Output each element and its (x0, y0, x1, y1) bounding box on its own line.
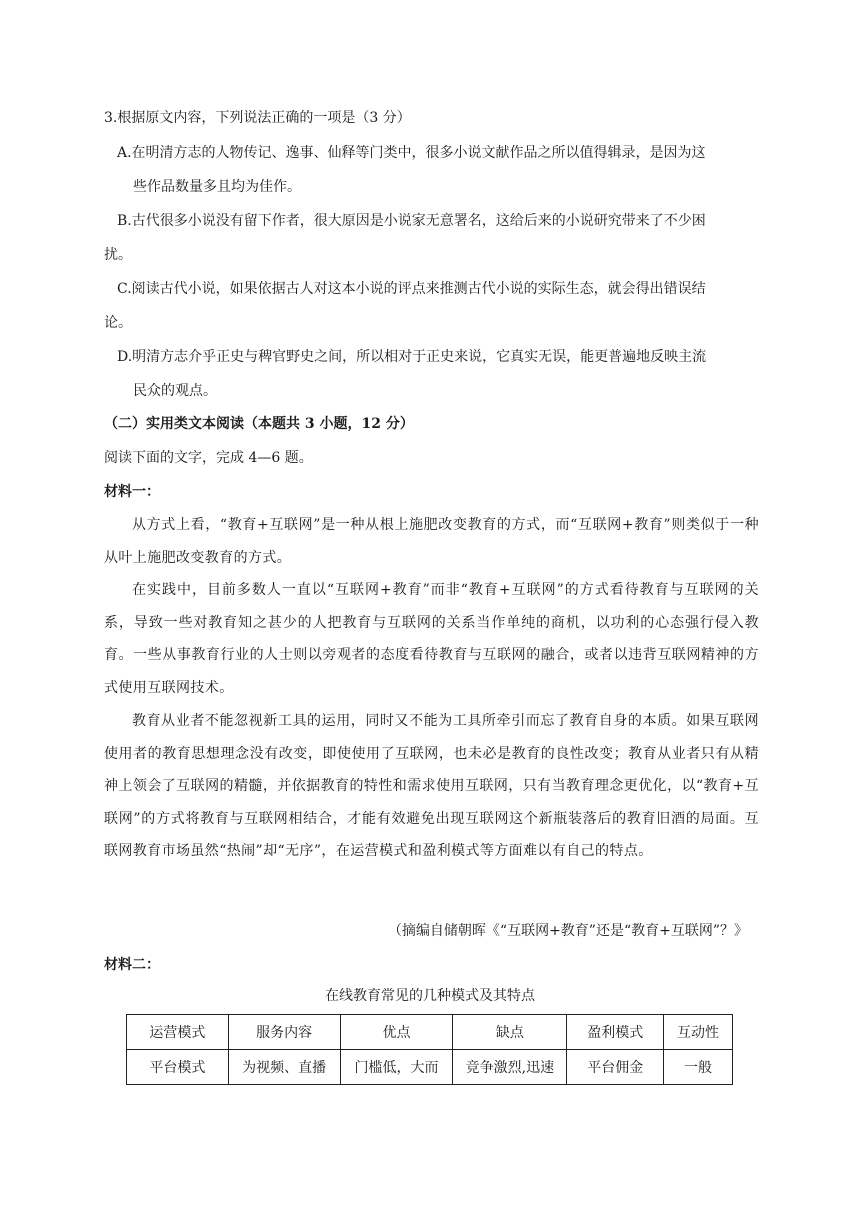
table-cell: 竞争激烈,迅速 (453, 1050, 567, 1085)
section-2-instruction: 阅读下面的文字，完成 4—6 题。 (104, 450, 313, 466)
option-d-line2: 民众的观点。 (133, 383, 217, 399)
option-b-line1: B.古代很多小说没有留下作者，很大原因是小说家无意署名，这给后来的小说研究带来了不少困 (117, 213, 706, 229)
table-cell: 门槛低，大而 (340, 1050, 453, 1085)
material-2-label: 材料二： (104, 957, 160, 973)
option-c-line2: 论。 (104, 315, 132, 331)
table-row (127, 1050, 733, 1085)
material-1-label: 材料一： (104, 484, 160, 500)
question-3-stem: 3.根据原文内容，下列说法正确的一项是（3 分） (104, 110, 411, 126)
table-cell: 为视频、直播 (228, 1050, 340, 1085)
header-cell: 缺点 (453, 1015, 567, 1050)
option-b-line2: 扰。 (104, 247, 132, 263)
option-c-line1: C.阅读古代小说，如果依据古人对这本小说的评点来推测古代小说的实际生态，就会得出错误结 (117, 281, 706, 297)
option-a-line1: A.在明清方志的人物传记、逸事、仙释等门类中，很多小说文献作品之所以值得辑录，是因为这 (117, 145, 706, 161)
header-cell: 优点 (340, 1015, 453, 1050)
header-cell: 盈利模式 (567, 1015, 664, 1050)
table-cell: 一般 (664, 1050, 733, 1085)
table-cell: 平台模式 (127, 1050, 229, 1085)
header-cell: 互动性 (664, 1015, 733, 1050)
table-header-row (127, 1015, 733, 1050)
material-1-source: （摘编自储朝晖《“互联网+教育”还是“教育+互联网”？》 (387, 923, 748, 939)
header-cell: 运营模式 (127, 1015, 229, 1050)
table-title: 在线教育常见的几种模式及其特点 (325, 988, 535, 1004)
header-cell: 服务内容 (228, 1015, 340, 1050)
section-2-title: （二）实用类文本阅读（本题共 3 小题，12 分） (104, 416, 414, 432)
option-d-line1: D.明清方志介乎正史与稗官野史之间，所以相对于正史来说，它真实无误，能更普遍地反映主流 (117, 349, 707, 365)
table-cell: 平台佣金 (567, 1050, 664, 1085)
material-1-paragraph-3: 教育从业者不能忽视新工具的运用，同时又不能为工具所牵引而忘了教育自身的本质。如果互联网使用者的教育思想理念没有改变，即使使用了互联网，也未必是教育的良性改变；教育从业者只有从精神上领会了互联网的精髓，并依据教育的特性和需求使用互联网，只有当教育理念更优化，以“教育+互联网”的方式将教育与互联网相结合，才能有效避免出现互联网这个新瓶装落后的教育旧酒的局面。互联网教育市场虽然“热闹”却“无序”，在运营模式和盈利模式等方面难以有自己的特点。 (104, 713, 759, 859)
option-a-line2: 些作品数量多且均为佳作。 (133, 179, 301, 195)
modes-table (126, 1014, 733, 1085)
material-1-paragraph-1: 从方式上看，“教育+互联网”是一种从根上施肥改变教育的方式，而“互联网+教育”则类似于一种从叶上施肥改变教育的方式。 (104, 517, 759, 566)
material-1-paragraph-2: 在实践中，目前多数人一直以“互联网+教育”而非“教育+互联网”的方式看待教育与互联网的关系，导致一些对教育知之甚少的人把教育与互联网的关系当作单纯的商机，以功利的心态强行侵入教育。一些从事教育行业的人士则以旁观者的态度看待教育与互联网的融合，或者以违背互联网精神的方式使用互联网技术。 (104, 582, 759, 696)
